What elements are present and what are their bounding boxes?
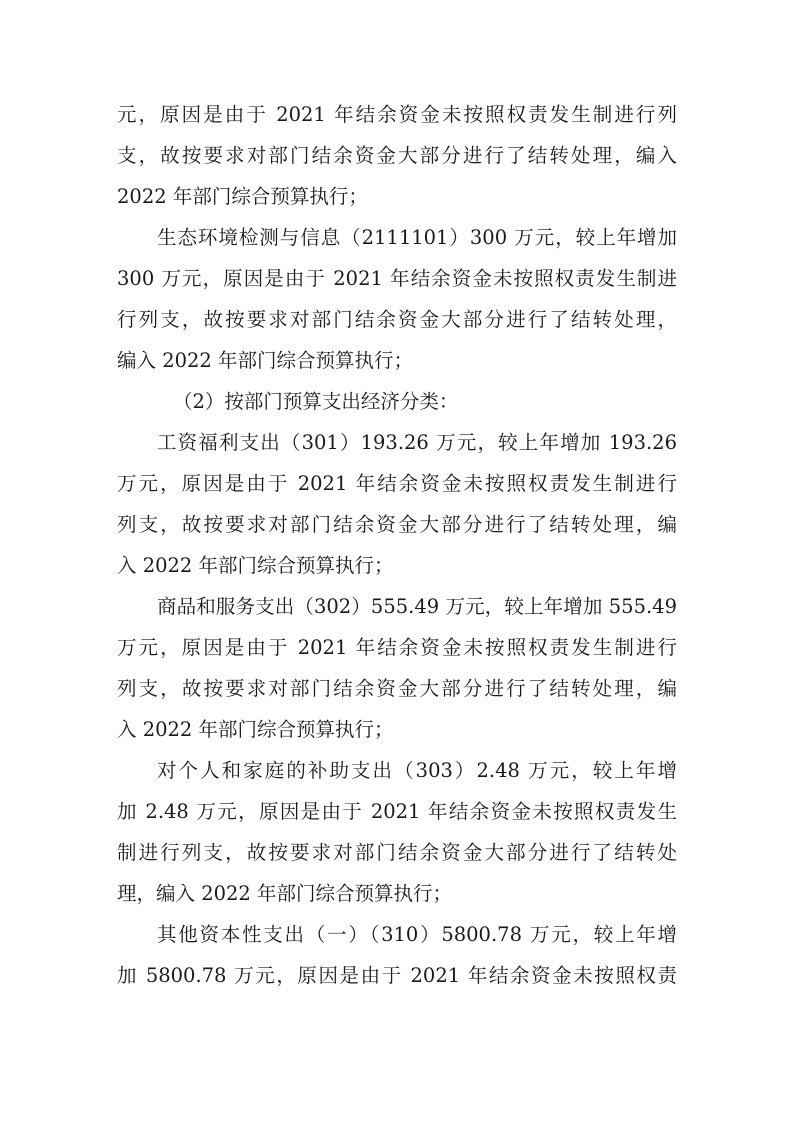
paragraph-first-line: 对个人和家庭的补助支出（303）2.48 万元，较上年增 bbox=[157, 759, 677, 782]
text-line: 入 2022 年部门综合预算执行； bbox=[117, 554, 394, 577]
text-line: 加 2.48 万元，原因是由于 2021 年结余资金未按照权责发生 bbox=[117, 800, 677, 823]
text-line: 制进行列支，故按要求对部门结余资金大部分进行了结转处 bbox=[117, 841, 677, 864]
text-line: 列支，故按要求对部门结余资金大部分进行了结转处理，编 bbox=[117, 677, 677, 700]
text-line: 列支，故按要求对部门结余资金大部分进行了结转处理，编 bbox=[117, 513, 677, 536]
document-body bbox=[117, 94, 677, 996]
text-line: 理，编入 2022 年部门综合预算执行； bbox=[117, 882, 453, 905]
text-line: 万元，原因是由于 2021 年结余资金未按照权责发生制进行 bbox=[117, 472, 677, 495]
text-line: 编入 2022 年部门综合预算执行； bbox=[117, 349, 414, 372]
paragraph-first-line: 商品和服务支出（302）555.49 万元，较上年增加 555.49 bbox=[157, 595, 677, 618]
paragraph-first-line: 工资福利支出（301）193.26 万元，较上年增加 193.26 bbox=[157, 431, 677, 454]
paragraph-first-line: 其他资本性支出（一）（310）5800.78 万元，较上年增 bbox=[157, 923, 677, 946]
text-line: 2022 年部门综合预算执行； bbox=[117, 185, 368, 208]
text-line: 支，故按要求对部门结余资金大部分进行了结转处理，编入 bbox=[117, 144, 677, 167]
text-line: 万元，原因是由于 2021 年结余资金未按照权责发生制进行 bbox=[117, 636, 677, 659]
text-line: 加 5800.78 万元，原因是由于 2021 年结余资金未按照权责 bbox=[117, 964, 677, 987]
text-line: 入 2022 年部门综合预算执行； bbox=[117, 718, 394, 741]
paragraph-first-line: 生态环境检测与信息（2111101）300 万元，较上年增加 bbox=[157, 226, 677, 249]
text-line: 行列支，故按要求对部门结余资金大部分进行了结转处理， bbox=[117, 308, 677, 331]
text-line: 元，原因是由于 2021 年结余资金未按照权责发生制进行列 bbox=[117, 103, 677, 126]
section-heading: （2）按部门预算支出经济分类： bbox=[173, 390, 459, 413]
text-line: 300 万元，原因是由于 2021 年结余资金未按照权责发生制进 bbox=[117, 267, 677, 290]
